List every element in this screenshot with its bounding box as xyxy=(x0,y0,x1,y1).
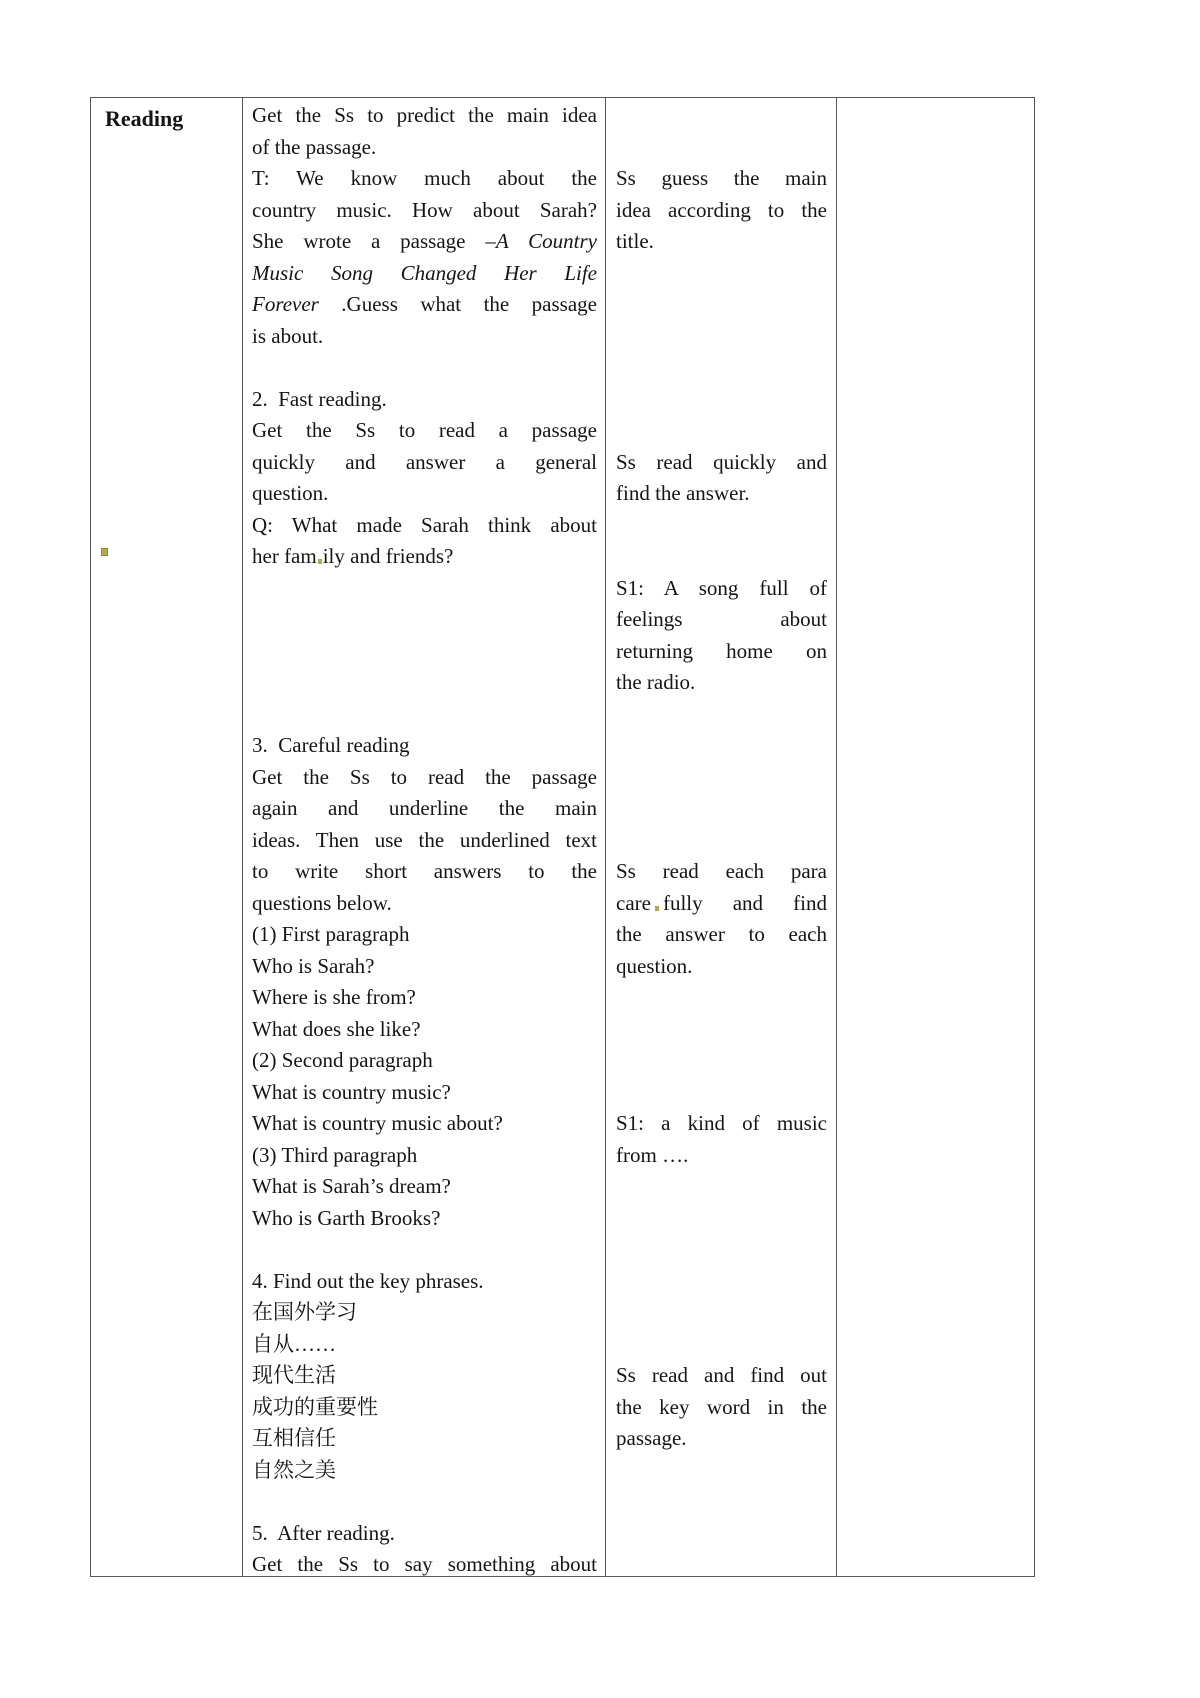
text-line xyxy=(252,762,597,794)
text-segment: care xyxy=(616,890,651,915)
text-line xyxy=(252,1392,597,1424)
blank-line xyxy=(616,1014,827,1046)
text-line xyxy=(616,1392,827,1424)
text-segment: questions below. xyxy=(252,890,392,915)
blank-line xyxy=(616,793,827,825)
italic-text-segment: Forever xyxy=(252,292,319,316)
text-segment: (2) Second paragraph xyxy=(252,1048,433,1072)
text-segment: passage. xyxy=(616,1426,687,1450)
teacher-activity-lines xyxy=(252,100,597,1576)
text-line xyxy=(252,1140,597,1172)
text-line xyxy=(252,793,597,825)
blank-line xyxy=(616,982,827,1014)
blank-line xyxy=(616,352,827,384)
text-line xyxy=(616,1108,827,1140)
text-segment: Get the Ss to read a passage xyxy=(252,418,597,442)
text-line xyxy=(252,258,597,290)
blank-line xyxy=(252,1486,597,1518)
text-segment: the answer to each xyxy=(616,922,827,946)
blank-line xyxy=(616,762,827,794)
text-line xyxy=(616,1360,827,1392)
text-segment: quickly and answer a general xyxy=(252,449,597,474)
text-segment: Who is Garth Brooks? xyxy=(252,1205,441,1230)
text-segment: title. xyxy=(616,229,654,253)
text-segment: 成功的重要性 xyxy=(252,1394,378,1419)
stray-mark-artifact xyxy=(102,549,107,555)
blank-line xyxy=(616,699,827,731)
text-segment: 在国外学习 xyxy=(252,1300,357,1324)
text-segment: What is country music? xyxy=(252,1079,451,1104)
text-segment: .Guess what the passage xyxy=(318,292,597,316)
student-activity-cell xyxy=(606,98,837,1576)
text-segment: (3) Third paragraph xyxy=(252,1142,418,1167)
text-line xyxy=(616,636,827,668)
blank-line xyxy=(616,1171,827,1203)
blank-line xyxy=(252,699,597,731)
stray-dot-artifact xyxy=(655,906,659,911)
text-segment: What is country music about? xyxy=(252,1111,503,1135)
stage-cell xyxy=(91,98,243,1576)
text-line xyxy=(252,384,597,416)
text-line xyxy=(252,1518,597,1550)
text-line xyxy=(616,1423,827,1455)
text-line xyxy=(252,1297,597,1329)
text-line xyxy=(616,478,827,510)
text-segment: Who is Sarah? xyxy=(252,953,375,978)
blank-line xyxy=(616,258,827,290)
text-segment: 自从…… xyxy=(252,1331,336,1356)
text-line xyxy=(252,1077,597,1109)
text-segment: returning home on xyxy=(616,638,827,663)
italic-text-segment: A Country xyxy=(495,229,597,253)
text-segment: question. xyxy=(252,481,329,505)
text-line xyxy=(252,447,597,479)
text-line xyxy=(252,1266,597,1298)
blank-line xyxy=(616,541,827,573)
text-segment: is about. xyxy=(252,323,324,348)
text-line xyxy=(616,951,827,983)
text-segment: to write short answers to the xyxy=(252,859,597,883)
text-line xyxy=(252,1329,597,1361)
text-segment: S1: a kind of music xyxy=(616,1111,827,1135)
text-segment: Ss read and find out xyxy=(616,1363,827,1387)
student-activity-lines xyxy=(616,100,827,1455)
text-segment: 现代生活 xyxy=(252,1363,336,1387)
text-line xyxy=(252,1549,597,1576)
stage-label: Reading xyxy=(105,106,184,131)
text-segment: Ss read quickly and xyxy=(616,449,827,474)
text-segment: again and underline the main xyxy=(252,796,597,820)
blank-line xyxy=(252,1234,597,1266)
text-line xyxy=(616,604,827,636)
text-line xyxy=(252,226,597,258)
text-segment: ily and friends? xyxy=(322,544,454,568)
text-line xyxy=(252,730,597,762)
text-segment: ideas. Then use the underlined text xyxy=(252,827,597,852)
text-segment: She wrote a passage – xyxy=(252,229,496,253)
text-line xyxy=(252,825,597,857)
text-segment: the radio. xyxy=(616,670,696,694)
blank-line xyxy=(252,604,597,636)
text-segment: What does she like? xyxy=(252,1016,421,1041)
text-line xyxy=(252,919,597,951)
text-line xyxy=(252,321,597,353)
text-segment: her fam xyxy=(252,544,317,568)
blank-line xyxy=(616,100,827,132)
text-line xyxy=(252,1360,597,1392)
text-segment: fully and find xyxy=(662,890,827,915)
notes-cell xyxy=(837,98,1034,1576)
blank-line xyxy=(252,667,597,699)
lesson-plan-table xyxy=(90,97,1035,1577)
text-segment: from …. xyxy=(616,1142,689,1167)
blank-line xyxy=(616,1266,827,1298)
text-line xyxy=(252,1108,597,1140)
text-segment: Ss guess the main xyxy=(616,166,827,190)
text-segment: 自然之美 xyxy=(252,1457,336,1482)
text-line xyxy=(252,856,597,888)
text-line xyxy=(252,888,597,920)
text-segment: Q: What made Sarah think about xyxy=(252,512,597,537)
text-segment: What is Sarah’s dream? xyxy=(252,1174,451,1198)
text-line xyxy=(252,1045,597,1077)
stray-dot-artifact xyxy=(318,559,322,564)
text-line xyxy=(252,100,597,132)
text-line xyxy=(616,856,827,888)
text-segment: country music. How about Sarah? xyxy=(252,197,597,222)
blank-line xyxy=(616,1329,827,1361)
text-line xyxy=(616,226,827,258)
blank-line xyxy=(616,1077,827,1109)
text-line xyxy=(252,510,597,542)
text-segment: 5. After reading. xyxy=(252,1520,395,1545)
text-segment: Where is she from? xyxy=(252,985,416,1009)
text-line xyxy=(616,1140,827,1172)
blank-line xyxy=(616,321,827,353)
blank-line xyxy=(616,1203,827,1235)
blank-line xyxy=(616,510,827,542)
text-line xyxy=(252,1203,597,1235)
text-line xyxy=(252,1423,597,1455)
text-segment: Get the Ss to say something about xyxy=(252,1552,597,1576)
blank-line xyxy=(616,289,827,321)
text-line xyxy=(252,163,597,195)
text-segment: S1: A song full of xyxy=(616,575,827,600)
text-line xyxy=(616,919,827,951)
text-segment: the key word in the xyxy=(616,1394,827,1419)
text-line xyxy=(616,163,827,195)
text-line xyxy=(252,132,597,164)
text-segment: of the passage. xyxy=(252,134,377,159)
blank-line xyxy=(616,384,827,416)
text-line xyxy=(252,951,597,983)
text-segment: 4. Find out the key phrases. xyxy=(252,1268,484,1293)
text-line xyxy=(616,447,827,479)
text-line xyxy=(252,1171,597,1203)
text-segment: 互相信任 xyxy=(252,1426,336,1450)
text-segment: 3. Careful reading xyxy=(252,733,410,757)
text-line xyxy=(252,982,597,1014)
text-segment: find the answer. xyxy=(616,481,750,505)
text-line xyxy=(252,1455,597,1487)
text-segment: (1) First paragraph xyxy=(252,922,410,946)
blank-line xyxy=(616,1297,827,1329)
blank-line xyxy=(616,730,827,762)
blank-line xyxy=(252,573,597,605)
text-segment: T: We know much about the xyxy=(252,166,597,190)
text-line xyxy=(252,478,597,510)
blank-line xyxy=(252,636,597,668)
text-segment: idea according to the xyxy=(616,197,827,222)
blank-line xyxy=(616,1045,827,1077)
text-segment: Ss read each para xyxy=(616,859,827,883)
text-line xyxy=(252,541,597,573)
text-line xyxy=(252,415,597,447)
text-line xyxy=(616,667,827,699)
blank-line xyxy=(616,132,827,164)
text-segment: Get the Ss to predict the main idea xyxy=(252,103,597,127)
text-line xyxy=(616,888,827,920)
text-line xyxy=(252,195,597,227)
text-line xyxy=(616,573,827,605)
blank-line xyxy=(616,825,827,857)
blank-line xyxy=(252,352,597,384)
text-segment: 2. Fast reading. xyxy=(252,386,387,411)
text-line xyxy=(616,195,827,227)
teacher-activity-cell xyxy=(243,98,606,1576)
blank-line xyxy=(616,1234,827,1266)
text-line xyxy=(252,1014,597,1046)
italic-text-segment: Music Song Changed Her Life xyxy=(252,260,597,285)
text-segment: feelings about xyxy=(616,607,827,631)
blank-line xyxy=(616,415,827,447)
text-segment: question. xyxy=(616,953,693,978)
text-segment: Get the Ss to read the passage xyxy=(252,764,597,789)
text-line xyxy=(252,289,597,321)
